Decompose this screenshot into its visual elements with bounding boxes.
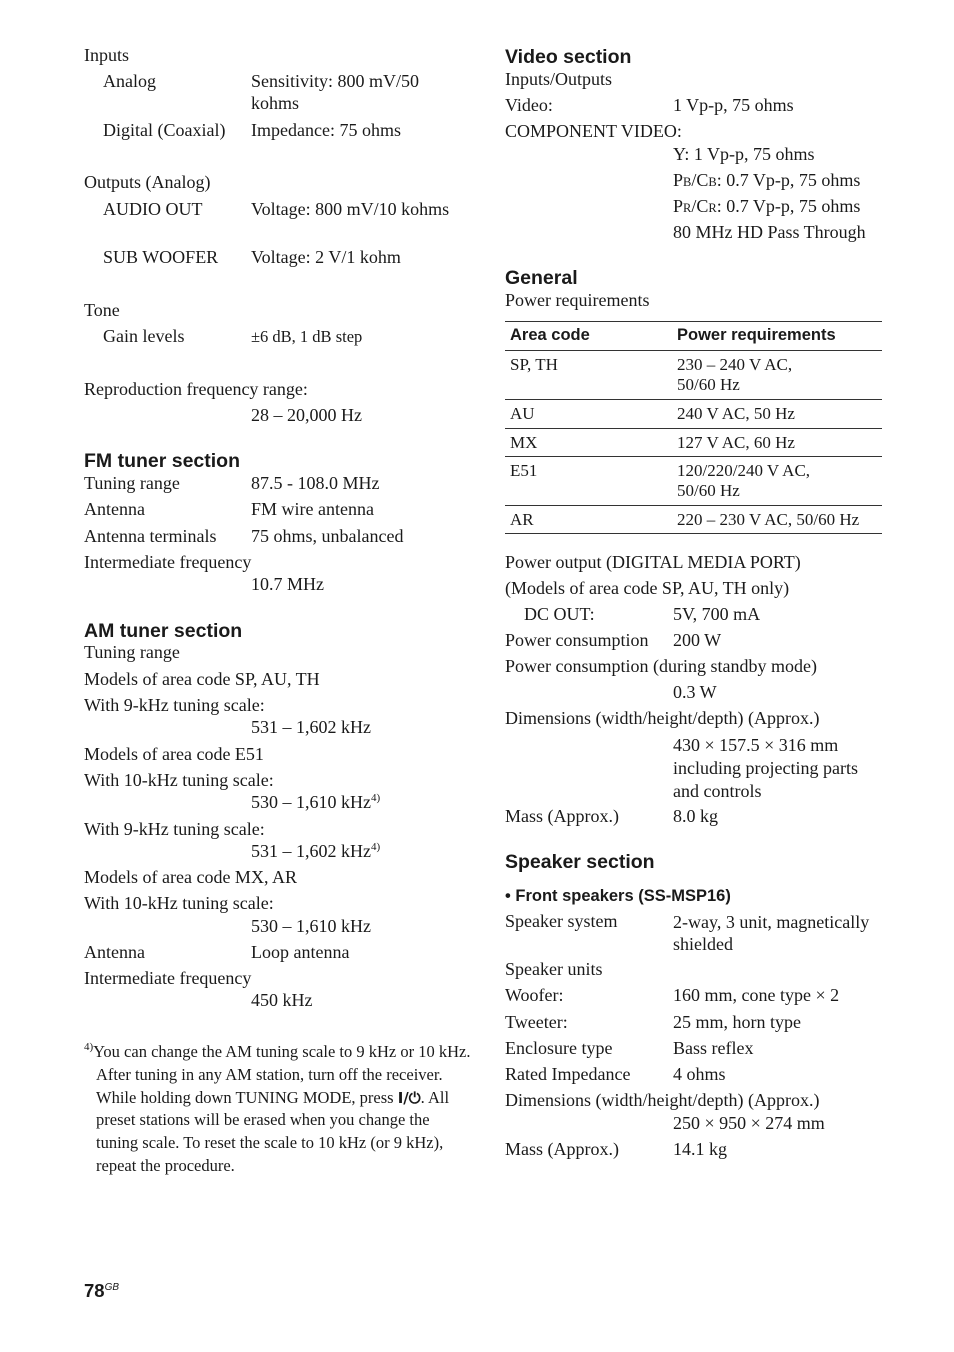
am-models3-scale: With 10-kHz tuning scale: — [84, 893, 274, 913]
page-suffix: GB — [104, 1282, 120, 1293]
woofer-value: 160 mm, cone type × 2 — [673, 985, 840, 1005]
fm-if-value: 10.7 MHz — [251, 574, 324, 594]
speaker-heading: Speaker section — [505, 851, 655, 873]
speaker-dimensions-label: Dimensions (width/height/depth) (Approx.) — [505, 1090, 820, 1110]
general-heading: General — [505, 267, 578, 289]
fm-antenna-value: FM wire antenna — [251, 499, 374, 519]
video-io-label: Inputs/Outputs — [505, 69, 613, 89]
table-row: MX 127 V AC, 60 Hz — [505, 429, 882, 457]
dc-out-label: DC OUT: — [524, 604, 595, 624]
enclosure-label: Enclosure type — [505, 1038, 613, 1058]
repro-label: Reproduction frequency range: — [84, 379, 308, 399]
standby-label: Power consumption (during standby mode) — [505, 656, 817, 676]
mass-value: 8.0 kg — [673, 806, 718, 826]
tweeter-label: Tweeter: — [505, 1012, 568, 1032]
fm-heading: FM tuner section — [84, 450, 241, 472]
footnote — [84, 1041, 474, 1178]
gain-value: ±6 dB, 1 dB step — [251, 327, 363, 346]
am-models2-10-value: 530 – 1,610 kHz$^{4)}$ — [251, 792, 381, 812]
am-antenna-value: Loop antenna — [251, 942, 350, 962]
component-pass-value: 80 MHz HD Pass Through — [673, 222, 866, 242]
fm-if-label: Intermediate frequency — [84, 552, 252, 572]
sub-woofer-value: Voltage: 2 V/1 kohm — [251, 247, 401, 267]
digital-label: Digital (Coaxial) — [103, 120, 226, 140]
header-area-code: Area code — [510, 326, 590, 344]
fm-antenna-label: Antenna — [84, 499, 145, 519]
audio-out-value: Voltage: 800 mV/10 kohms — [251, 199, 450, 219]
fm-terminals-value: 75 ohms, unbalanced — [251, 526, 404, 546]
power-icon: I/⏻ — [397, 1088, 421, 1107]
component-pb-value: PB/CB: 0.7 Vp-p, 75 ohms — [673, 170, 861, 190]
table-row: SP, TH 230 – 240 V AC, 50/60 Hz — [505, 351, 882, 400]
am-models2-scale10: With 10-kHz tuning scale: — [84, 770, 274, 790]
video-value: 1 Vp-p, 75 ohms — [673, 95, 794, 115]
speaker-mass-value: 14.1 kg — [673, 1139, 727, 1159]
power-output-label: Power output (DIGITAL MEDIA PORT) — [505, 552, 801, 572]
component-y-value: Y: 1 Vp-p, 75 ohms — [673, 144, 815, 164]
power-requirements-table — [505, 321, 882, 534]
am-models2-9-value: 531 – 1,602 kHz$^{4)}$ — [251, 841, 381, 861]
consumption-value: 200 W — [673, 630, 722, 650]
audio-out-label: AUDIO OUT — [103, 199, 203, 219]
impedance-value: 4 ohms — [673, 1064, 726, 1084]
consumption-label: Power consumption — [505, 630, 649, 650]
footnote-ref: 4) — [371, 792, 381, 804]
analog-value: Sensitivity: 800 mV/50 kohms — [251, 71, 420, 113]
am-models1: Models of area code SP, AU, TH — [84, 669, 320, 689]
tweeter-value: 25 mm, horn type — [673, 1012, 801, 1032]
component-label: COMPONENT VIDEO: — [505, 121, 682, 141]
table-row: AU 240 V AC, 50 Hz — [505, 400, 882, 429]
standby-value: 0.3 W — [673, 682, 717, 702]
impedance-label: Rated Impedance — [505, 1064, 631, 1084]
dimensions-value: 430 × 157.5 × 316 mm including projecting parts and controls — [673, 735, 858, 801]
fm-tuning-label: Tuning range — [84, 473, 180, 493]
footnote-text-after: . All preset stations will be erased when you change the tuning scale. To reset the scale to 10 kHz (or 9 kHz), repeat the procedure. — [96, 1087, 450, 1175]
footnote-ref: 4) — [371, 841, 381, 853]
gain-label: Gain levels — [103, 326, 185, 346]
am-models3: Models of area code MX, AR — [84, 867, 297, 887]
header-power-requirements: Power requirements — [677, 326, 836, 344]
am-models3-value: 530 – 1,610 kHz — [251, 916, 371, 936]
dimensions-label: Dimensions (width/height/depth) (Approx.) — [505, 708, 820, 728]
tone-title: Tone — [84, 300, 120, 320]
table-row: AR 220 – 230 V AC, 50/60 Hz — [505, 506, 882, 534]
footnote-mark: 4) — [84, 1041, 94, 1053]
am-antenna-label: Antenna — [84, 942, 145, 962]
am-models2: Models of area code E51 — [84, 744, 264, 764]
fm-tuning-value: 87.5 - 108.0 MHz — [251, 473, 380, 493]
am-if-value: 450 kHz — [251, 990, 313, 1010]
front-speakers-subheading: • Front speakers (SS-MSP16) — [505, 887, 731, 905]
am-models1-value: 531 – 1,602 kHz — [251, 717, 371, 737]
component-pr-value: PR/CR: 0.7 Vp-p, 75 ohms — [673, 196, 861, 216]
outputs-title: Outputs (Analog) — [84, 172, 211, 192]
table-header — [505, 321, 882, 351]
speaker-system-value: 2-way, 3 unit, magnetically shielded — [673, 912, 870, 954]
video-heading: Video section — [505, 46, 632, 68]
am-heading: AM tuner section — [84, 620, 243, 642]
enclosure-value: Bass reflex — [673, 1038, 754, 1058]
video-label: Video: — [505, 95, 553, 115]
inputs-title: Inputs — [84, 45, 129, 65]
speaker-system-label: Speaker system — [505, 911, 618, 931]
am-if-label: Intermediate frequency — [84, 968, 252, 988]
am-models1-scale: With 9-kHz tuning scale: — [84, 695, 265, 715]
analog-label: Analog — [103, 71, 156, 91]
repro-value: 28 – 20,000 Hz — [251, 405, 362, 425]
page-number: $78^{GB}$ — [84, 1280, 120, 1301]
am-models2-scale9: With 9-kHz tuning scale: — [84, 819, 265, 839]
speaker-mass-label: Mass (Approx.) — [505, 1139, 619, 1159]
speaker-dimensions-value: 250 × 950 × 274 mm — [673, 1113, 825, 1133]
table-row: E51 120/220/240 V AC, 50/60 Hz — [505, 457, 882, 506]
power-output-models: (Models of area code SP, AU, TH only) — [505, 578, 790, 598]
mass-label: Mass (Approx.) — [505, 806, 619, 826]
speaker-units-label: Speaker units — [505, 959, 603, 979]
power-req-label: Power requirements — [505, 290, 650, 310]
fm-terminals-label: Antenna terminals — [84, 526, 217, 546]
dc-out-value: 5V, 700 mA — [673, 604, 761, 624]
digital-value: Impedance: 75 ohms — [251, 120, 401, 140]
footnote-text-before: You can change the AM tuning scale to 9 kHz or 10 kHz. After tuning in any AM station, turn off the receiver. While holding down TUNING MODE, press — [93, 1042, 471, 1107]
woofer-label: Woofer: — [505, 985, 564, 1005]
sub-woofer-label: SUB WOOFER — [103, 247, 219, 267]
am-tuning-label: Tuning range — [84, 642, 180, 662]
